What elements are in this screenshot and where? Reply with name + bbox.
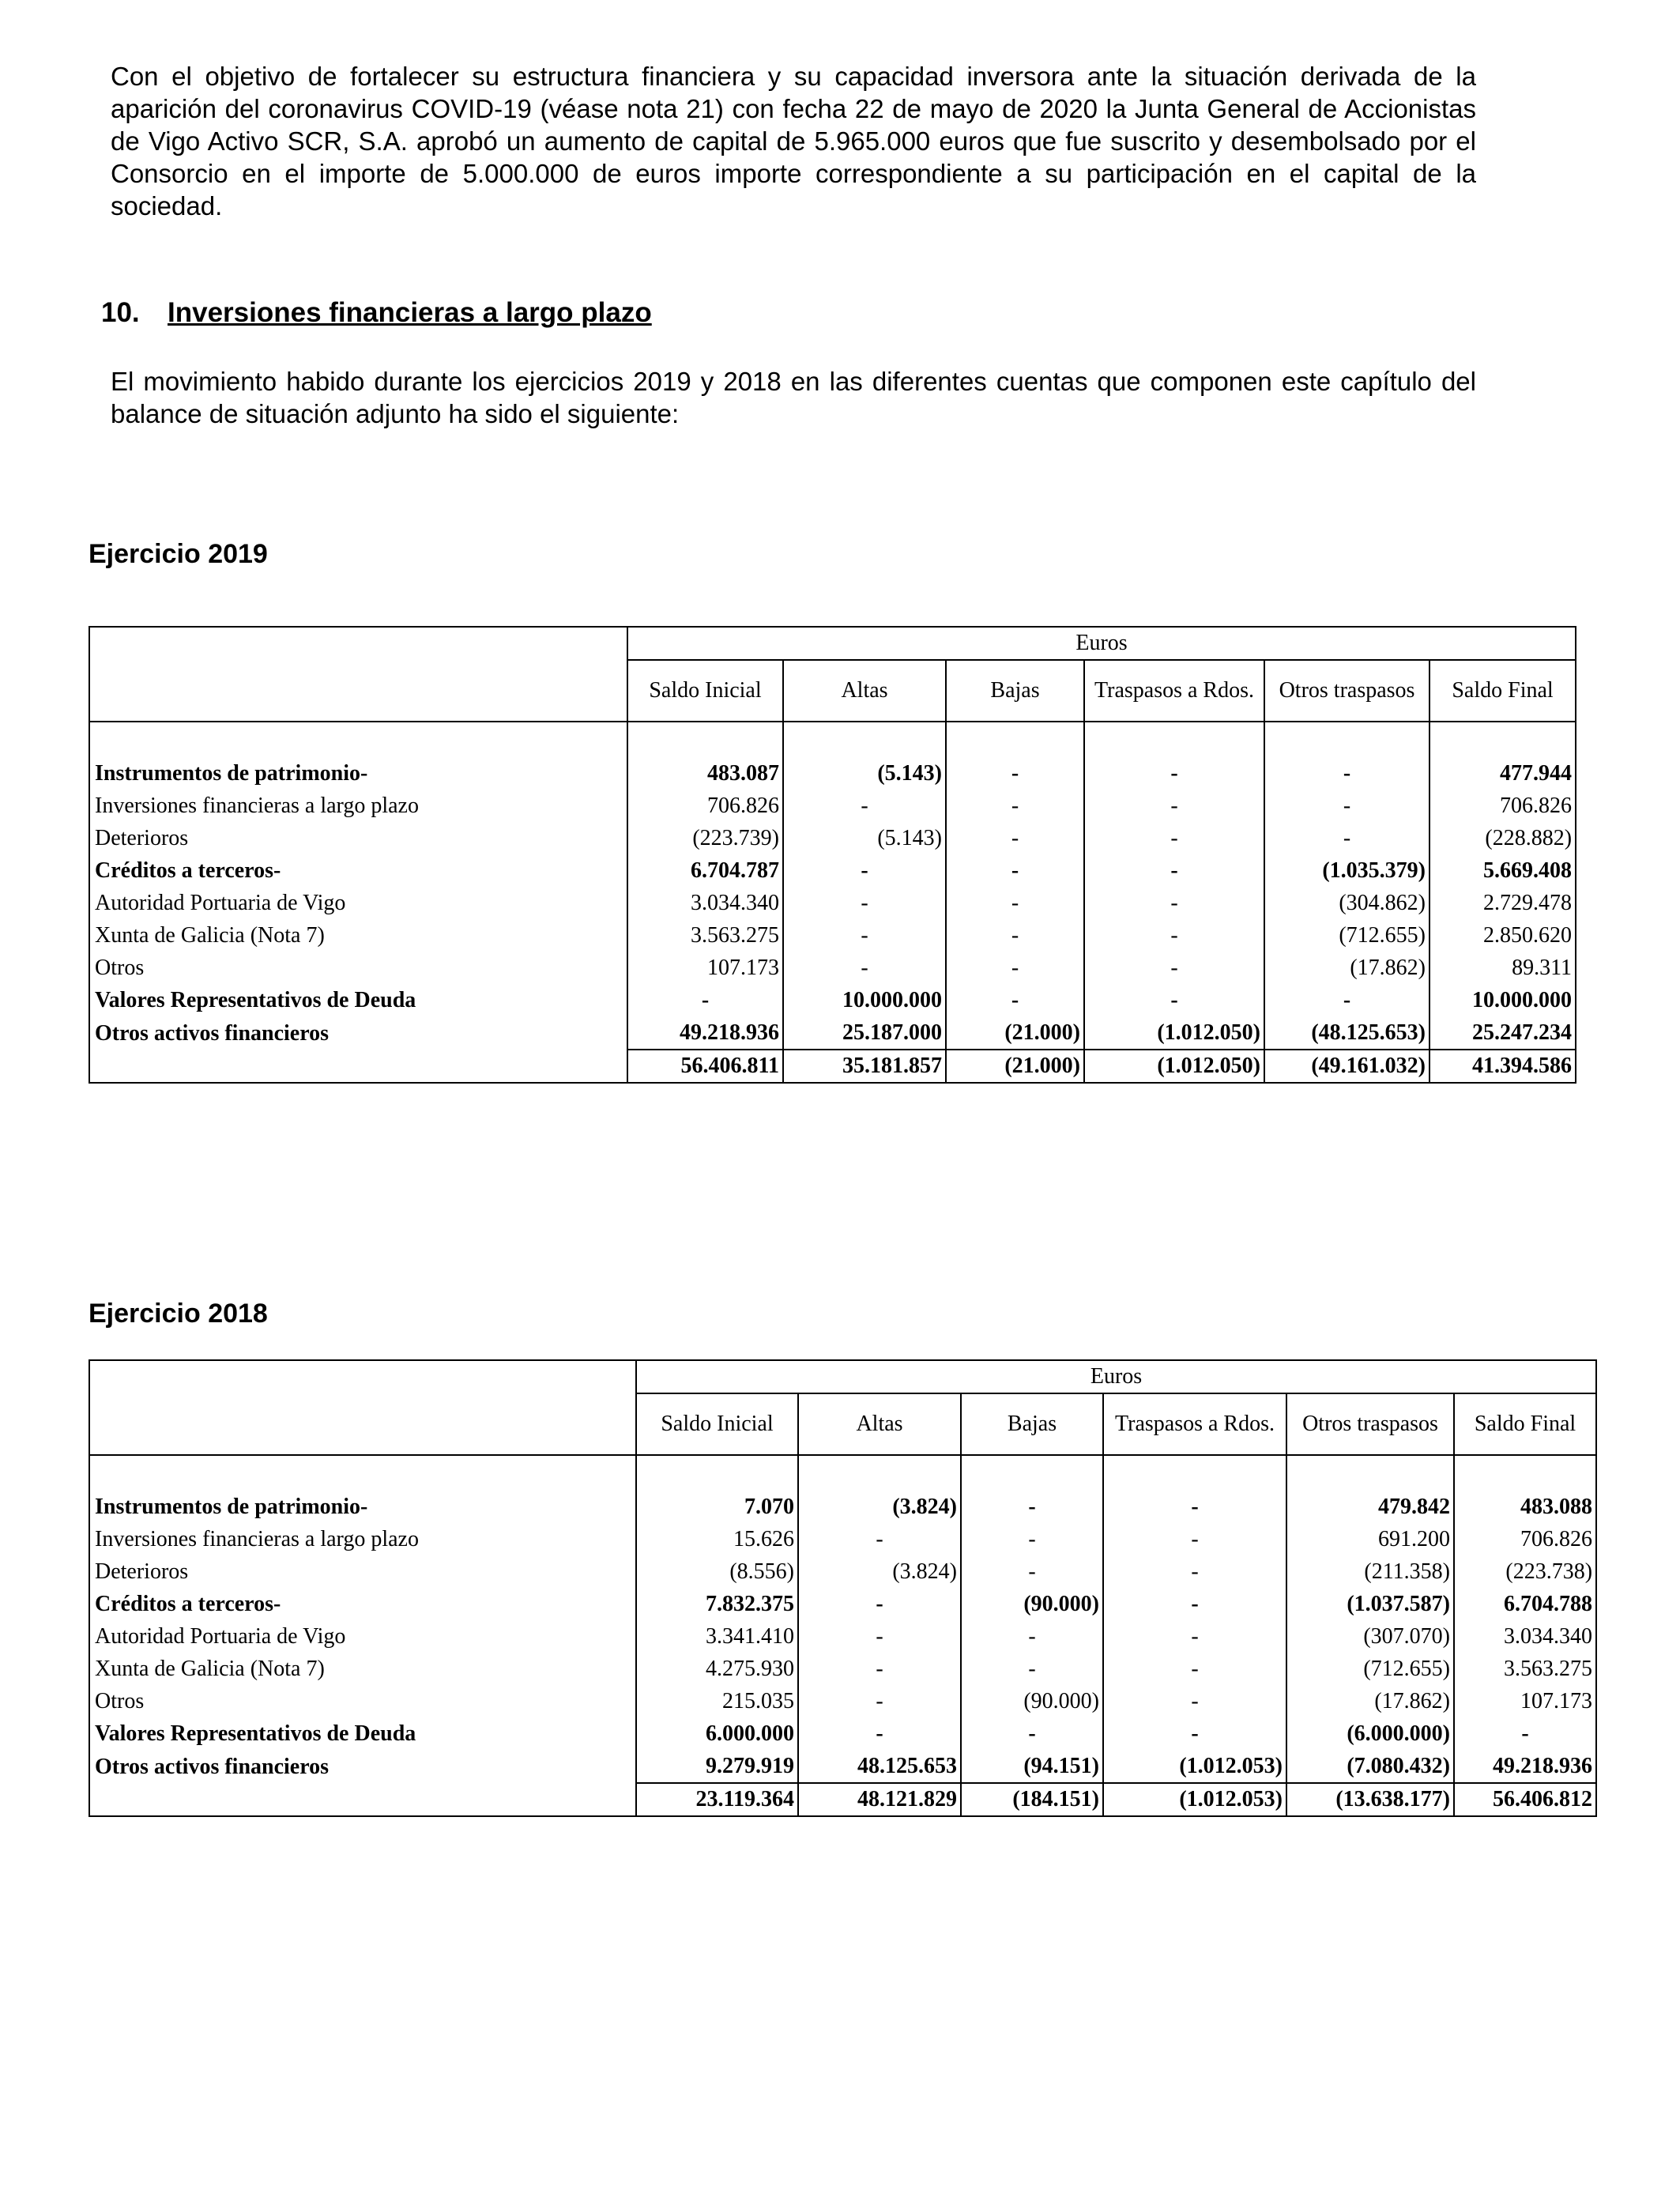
year-heading-2019: Ejercicio 2019 — [89, 539, 268, 569]
value-cell: 2.729.478 — [1430, 887, 1576, 919]
spacer-cell — [946, 722, 1084, 757]
value-cell: - — [946, 854, 1084, 887]
value-cell: 3.034.340 — [627, 887, 783, 919]
header-blank-cell — [89, 627, 627, 722]
value-cell: 89.311 — [1430, 952, 1576, 984]
value-cell: - — [1103, 1653, 1286, 1685]
value-cell: 7.070 — [636, 1491, 798, 1523]
value-cell: 3.341.410 — [636, 1620, 798, 1653]
column-header: Altas — [783, 660, 946, 722]
value-cell: 48.125.653 — [798, 1750, 961, 1783]
spacer-cell — [1084, 722, 1264, 757]
table-row — [89, 952, 1576, 984]
table-row — [89, 1016, 1576, 1050]
column-header: Bajas — [946, 660, 1084, 722]
table-row — [89, 790, 1576, 822]
value-cell: 6.704.787 — [627, 854, 783, 887]
table-row — [89, 1717, 1596, 1750]
value-cell: - — [798, 1523, 961, 1555]
table-total-row — [89, 1783, 1596, 1816]
value-cell: - — [1103, 1491, 1286, 1523]
total-cell: 23.119.364 — [636, 1783, 798, 1816]
value-cell: 706.826 — [627, 790, 783, 822]
value-cell: - — [783, 887, 946, 919]
value-cell: 691.200 — [1286, 1523, 1454, 1555]
value-cell: (1.035.379) — [1264, 854, 1430, 887]
total-cell: (1.012.050) — [1084, 1050, 1264, 1083]
total-cell: (1.012.053) — [1103, 1783, 1286, 1816]
value-cell: (8.556) — [636, 1555, 798, 1588]
column-header: Saldo Inicial — [627, 660, 783, 722]
value-cell: - — [1084, 854, 1264, 887]
row-label: Autoridad Portuaria de Vigo — [95, 1624, 346, 1649]
value-cell: (21.000) — [946, 1016, 1084, 1050]
row-label: Inversiones financieras a largo plazo — [95, 1527, 419, 1551]
value-cell: (94.151) — [961, 1750, 1103, 1783]
total-cell: 35.181.857 — [783, 1050, 946, 1083]
table-spacer-row — [89, 1455, 1596, 1491]
value-cell: - — [783, 919, 946, 952]
row-label: Créditos a terceros- — [95, 1592, 281, 1616]
value-cell: 6.000.000 — [636, 1717, 798, 1750]
spacer-cell — [1454, 1455, 1596, 1491]
table-row — [89, 854, 1576, 887]
value-cell: - — [798, 1620, 961, 1653]
spacer-cell — [636, 1455, 798, 1491]
value-cell: (3.824) — [798, 1491, 961, 1523]
column-header: Saldo Inicial — [636, 1393, 798, 1455]
table-row — [89, 822, 1576, 854]
spacer-cell — [89, 722, 627, 757]
total-cell: 48.121.829 — [798, 1783, 961, 1816]
value-cell: - — [1103, 1523, 1286, 1555]
row-label: Xunta de Galicia (Nota 7) — [95, 1657, 325, 1681]
value-cell: (5.143) — [783, 822, 946, 854]
total-cell: 41.394.586 — [1430, 1050, 1576, 1083]
total-cell: (184.151) — [961, 1783, 1103, 1816]
value-cell: 25.187.000 — [783, 1016, 946, 1050]
value-cell: - — [961, 1620, 1103, 1653]
value-cell: (1.012.053) — [1103, 1750, 1286, 1783]
value-cell: (17.862) — [1264, 952, 1430, 984]
table-row — [89, 887, 1576, 919]
value-cell: 7.832.375 — [636, 1588, 798, 1620]
value-cell: - — [946, 757, 1084, 790]
row-label: Créditos a terceros- — [95, 858, 281, 883]
column-header: Traspasos a Rdos. — [1084, 660, 1264, 722]
value-cell: 483.087 — [627, 757, 783, 790]
total-cell: (21.000) — [946, 1050, 1084, 1083]
value-cell: 10.000.000 — [783, 984, 946, 1016]
column-header: Saldo Final — [1430, 660, 1576, 722]
table-row — [89, 1653, 1596, 1685]
spacer-cell — [798, 1455, 961, 1491]
value-cell: (90.000) — [961, 1685, 1103, 1717]
value-cell: - — [798, 1653, 961, 1685]
value-cell: 4.275.930 — [636, 1653, 798, 1685]
value-cell: - — [798, 1685, 961, 1717]
value-cell: 2.850.620 — [1430, 919, 1576, 952]
euros-header: Euros — [636, 1360, 1596, 1393]
row-label: Otros — [95, 1689, 145, 1713]
value-cell: 215.035 — [636, 1685, 798, 1717]
value-cell: - — [1264, 822, 1430, 854]
value-cell: (712.655) — [1286, 1653, 1454, 1685]
value-cell: (3.824) — [798, 1555, 961, 1588]
spacer-cell — [627, 722, 783, 757]
total-label-cell — [89, 1783, 636, 1816]
spacer-cell — [89, 1455, 636, 1491]
value-cell: - — [798, 1717, 961, 1750]
table-row — [89, 1555, 1596, 1588]
section-title: Inversiones financieras a largo plazo — [168, 297, 652, 328]
value-cell: (5.143) — [783, 757, 946, 790]
section-heading — [101, 297, 652, 329]
value-cell: 10.000.000 — [1430, 984, 1576, 1016]
value-cell: (1.012.050) — [1084, 1016, 1264, 1050]
table-spacer-row — [89, 722, 1576, 757]
row-label: Otros activos financieros — [95, 1754, 330, 1779]
table-group-header-row — [89, 627, 1576, 660]
value-cell: - — [1264, 790, 1430, 822]
value-cell: - — [1103, 1620, 1286, 1653]
value-cell: 49.218.936 — [1454, 1750, 1596, 1783]
column-header: Bajas — [961, 1393, 1103, 1455]
value-cell: 9.279.919 — [636, 1750, 798, 1783]
value-cell: - — [627, 984, 783, 1016]
table-row — [89, 1750, 1596, 1783]
table-row — [89, 757, 1576, 790]
row-label: Valores Representativos de Deuda — [95, 988, 416, 1012]
value-cell: - — [1084, 984, 1264, 1016]
year-heading-2018: Ejercicio 2018 — [89, 1299, 268, 1329]
value-cell: - — [1103, 1555, 1286, 1588]
value-cell: - — [1084, 919, 1264, 952]
value-cell: 3.563.275 — [1454, 1653, 1596, 1685]
value-cell: - — [798, 1588, 961, 1620]
value-cell: (307.070) — [1286, 1620, 1454, 1653]
value-cell: - — [1084, 952, 1264, 984]
value-cell: - — [946, 984, 1084, 1016]
value-cell: (90.000) — [961, 1588, 1103, 1620]
table-row — [89, 1620, 1596, 1653]
row-label: Valores Representativos de Deuda — [95, 1721, 416, 1746]
row-label: Instrumentos de patrimonio- — [95, 1495, 368, 1519]
value-cell: - — [961, 1491, 1103, 1523]
table-2019 — [89, 626, 1576, 1084]
column-header: Traspasos a Rdos. — [1103, 1393, 1286, 1455]
total-cell: (13.638.177) — [1286, 1783, 1454, 1816]
value-cell: 3.563.275 — [627, 919, 783, 952]
spacer-cell — [1264, 722, 1430, 757]
value-cell: 107.173 — [627, 952, 783, 984]
spacer-cell — [1286, 1455, 1454, 1491]
value-cell: - — [783, 790, 946, 822]
row-label: Autoridad Portuaria de Vigo — [95, 891, 346, 915]
value-cell: (712.655) — [1264, 919, 1430, 952]
total-cell: 56.406.811 — [627, 1050, 783, 1083]
total-cell: 56.406.812 — [1454, 1783, 1596, 1816]
column-header: Saldo Final — [1454, 1393, 1596, 1455]
header-blank-cell — [89, 1360, 636, 1455]
value-cell: - — [961, 1717, 1103, 1750]
section-paragraph: El movimiento habido durante los ejercicios 2019 y 2018 en las diferentes cuentas que componen este capítulo del balance de situación adjunto ha sido el siguiente: — [111, 367, 1476, 428]
value-cell: 49.218.936 — [627, 1016, 783, 1050]
value-cell: (7.080.432) — [1286, 1750, 1454, 1783]
spacer-cell — [961, 1455, 1103, 1491]
value-cell: - — [1103, 1685, 1286, 1717]
value-cell: (223.739) — [627, 822, 783, 854]
table-row — [89, 1588, 1596, 1620]
column-header: Altas — [798, 1393, 961, 1455]
value-cell: (17.862) — [1286, 1685, 1454, 1717]
spacer-cell — [1430, 722, 1576, 757]
total-cell: (49.161.032) — [1264, 1050, 1430, 1083]
section-number: 10. — [101, 297, 140, 328]
value-cell: - — [1084, 822, 1264, 854]
value-cell: (48.125.653) — [1264, 1016, 1430, 1050]
value-cell: 25.247.234 — [1430, 1016, 1576, 1050]
value-cell: - — [1264, 984, 1430, 1016]
value-cell: 107.173 — [1454, 1685, 1596, 1717]
euros-header: Euros — [627, 627, 1576, 660]
value-cell: - — [1084, 790, 1264, 822]
row-label: Otros activos financieros — [95, 1020, 330, 1046]
value-cell: - — [1084, 887, 1264, 919]
value-cell: - — [1084, 757, 1264, 790]
value-cell: (228.882) — [1430, 822, 1576, 854]
value-cell: - — [961, 1555, 1103, 1588]
value-cell: - — [946, 887, 1084, 919]
value-cell: 477.944 — [1430, 757, 1576, 790]
value-cell: (211.358) — [1286, 1555, 1454, 1588]
row-label: Deterioros — [95, 1559, 189, 1584]
value-cell: 706.826 — [1454, 1523, 1596, 1555]
value-cell: 483.088 — [1454, 1491, 1596, 1523]
column-header: Otros traspasos — [1264, 660, 1430, 722]
value-cell: - — [946, 952, 1084, 984]
spacer-cell — [783, 722, 946, 757]
column-header: Otros traspasos — [1286, 1393, 1454, 1455]
value-cell: - — [783, 854, 946, 887]
value-cell: (223.738) — [1454, 1555, 1596, 1588]
table-group-header-row — [89, 1360, 1596, 1393]
value-cell: - — [946, 790, 1084, 822]
intro-paragraph: Con el objetivo de fortalecer su estructura financiera y su capacidad inversora ante la situación derivada de la aparición del coronavirus COVID-19 (véase nota 21) con fecha 22 de mayo de 2020 la Junta General de Accionistas de Vigo Activo SCR, S.A. aprobó un aumento de capital de 5.965.000 euros que fue suscrito y desembolsado por el Consorcio en el importe de 5.000.000 de euros importe correspondiente a su participación en el capital de la sociedad. — [111, 62, 1476, 221]
value-cell: 5.669.408 — [1430, 854, 1576, 887]
total-label-cell — [89, 1050, 627, 1083]
value-cell: - — [946, 919, 1084, 952]
value-cell: 706.826 — [1430, 790, 1576, 822]
row-label: Instrumentos de patrimonio- — [95, 761, 368, 786]
value-cell: 479.842 — [1286, 1491, 1454, 1523]
row-label: Inversiones financieras a largo plazo — [95, 794, 419, 818]
value-cell: - — [783, 952, 946, 984]
value-cell: - — [1103, 1588, 1286, 1620]
table-row — [89, 1685, 1596, 1717]
value-cell: - — [961, 1653, 1103, 1685]
value-cell: - — [1454, 1717, 1596, 1750]
value-cell: (6.000.000) — [1286, 1717, 1454, 1750]
table-total-row — [89, 1050, 1576, 1083]
value-cell: 6.704.788 — [1454, 1588, 1596, 1620]
value-cell: 3.034.340 — [1454, 1620, 1596, 1653]
value-cell: - — [946, 822, 1084, 854]
row-label: Deterioros — [95, 826, 189, 850]
table-2018 — [89, 1359, 1597, 1817]
value-cell: (304.862) — [1264, 887, 1430, 919]
row-label: Xunta de Galicia (Nota 7) — [95, 923, 325, 948]
value-cell: (1.037.587) — [1286, 1588, 1454, 1620]
table-row — [89, 984, 1576, 1016]
table-row — [89, 919, 1576, 952]
value-cell: - — [961, 1523, 1103, 1555]
table-row — [89, 1523, 1596, 1555]
row-label: Otros — [95, 956, 145, 980]
value-cell: - — [1264, 757, 1430, 790]
table-row — [89, 1491, 1596, 1523]
spacer-cell — [1103, 1455, 1286, 1491]
value-cell: - — [1103, 1717, 1286, 1750]
value-cell: 15.626 — [636, 1523, 798, 1555]
